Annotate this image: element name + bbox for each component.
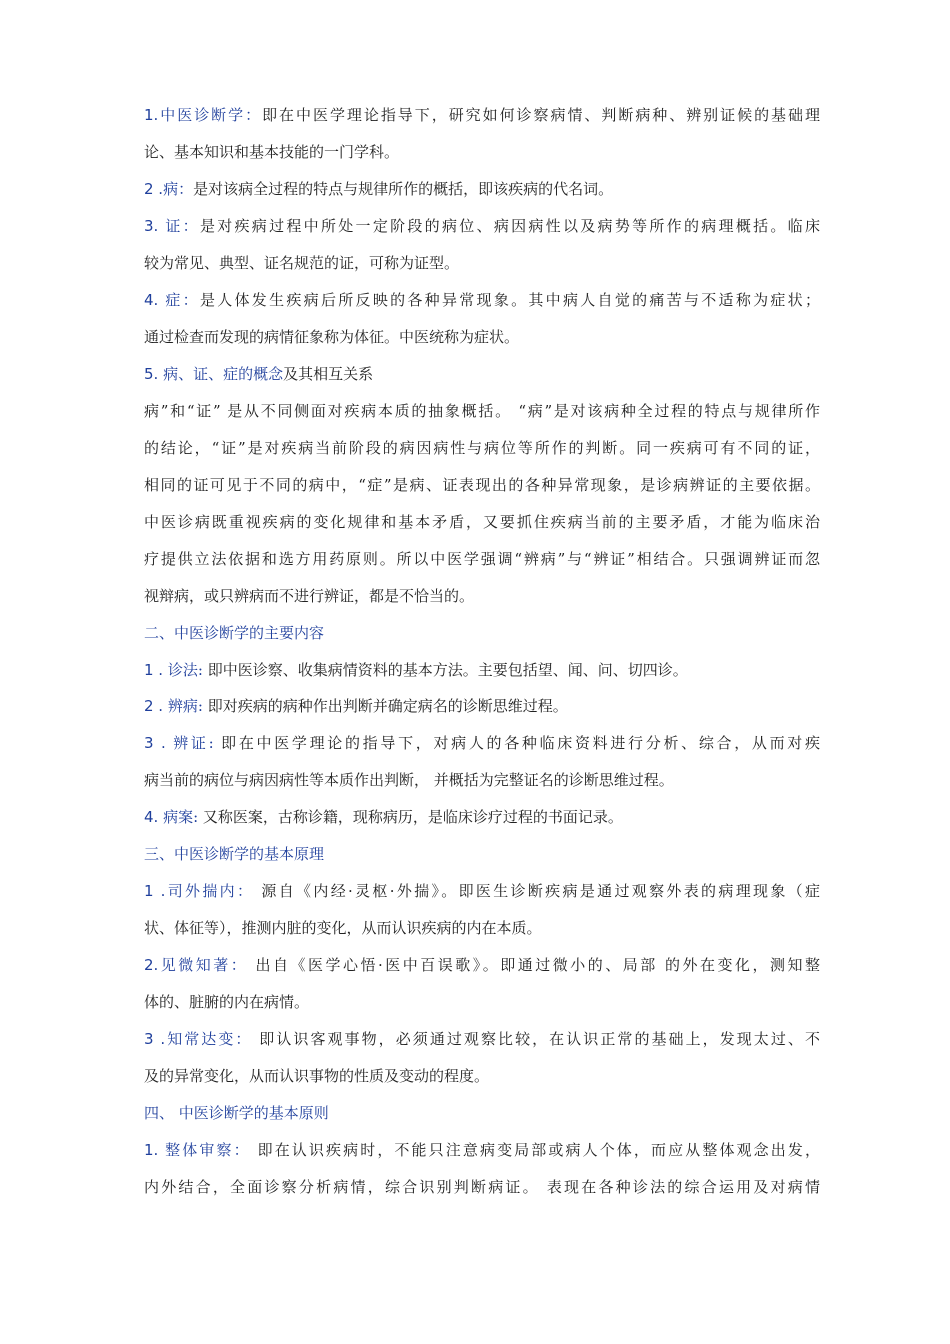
item-number: 4. (144, 291, 159, 309)
definition-line (144, 956, 820, 974)
definition-line (144, 771, 820, 789)
definition-line (144, 328, 820, 346)
item-number: 4. (144, 808, 159, 826)
term: 见微知著 (158, 956, 231, 974)
term-colon: ： (182, 217, 200, 235)
term-colon: ： (235, 1030, 253, 1048)
definition-line (144, 254, 820, 272)
paragraph-line: 疗提供立法依据和选方用药原则。所以中医学强调“辨病”与“辨证”相结合。只强调辨证而忽 (144, 550, 820, 568)
definition-line (144, 106, 820, 124)
item-number: 2 . (144, 180, 164, 198)
definition-text: 体的、脏腑的内在病情。 (144, 993, 310, 1011)
term-colon: ： (237, 882, 255, 900)
term: 知常达变 (165, 1030, 236, 1048)
definition-text: 病当前的病位与病因病性等本质作出判断， 并概括为完整证名的诊断思维过程。 (144, 771, 674, 789)
definition-text: 又称医案，古称诊籍，现称病历，是临床诊疗过程的书面记录。 (198, 808, 623, 826)
term: 诊法 (163, 661, 198, 679)
term: 司外揣内 (165, 882, 237, 900)
paragraph-line: 病”和“证” 是从不同侧面对疾病本质的抽象概括。 “病”是对该病种全过程的特点与规律所作 (144, 402, 820, 420)
term-colon: : (193, 808, 199, 826)
definition-line (144, 808, 820, 826)
item-number: 2. (144, 956, 159, 974)
heading-text-rest: 及其相互关系 (283, 365, 374, 383)
document-page (144, 106, 820, 1196)
term: 病案 (158, 808, 194, 826)
term: 辨证 (165, 734, 209, 752)
term-colon: ： (178, 180, 194, 198)
definition-line (144, 1178, 820, 1196)
definition-text: 通过检查而发现的病情征象称为体征。中医统称为症状。 (144, 328, 520, 346)
paragraph-line: 的结论，“证”是对疾病当前阶段的病因病性与病位等所作的判断。同一疾病可有不同的证， (144, 439, 820, 457)
chapter-heading: 三、中医诊断学的基本原理 (144, 845, 325, 863)
definition-line (144, 697, 820, 715)
definition-text: 源自《内经·灵枢·外揣》。即医生诊断疾病是通过观察外表的病理现象（症 (254, 882, 820, 900)
definition-line (144, 217, 820, 235)
item-number: 5. (144, 365, 159, 383)
definition-text: 即认识客观事物，必须通过观察比较，在认识正常的基础上，发现太过、不 (252, 1030, 820, 1048)
definition-text: 是对疾病过程中所处一定阶段的病位、病因病性以及病势等所作的病理概括。临床 (199, 217, 820, 235)
term: 整体审察 (158, 1141, 234, 1159)
item-number: 1 . (144, 882, 166, 900)
term: 证 (158, 217, 183, 235)
definition-line (144, 1141, 820, 1159)
definition-text: 状、体征等），推测内脏的变化，从而认识疾病的内在本质。 (144, 919, 542, 937)
definition-text: 即中医诊察、收集病情资料的基本方法。主要包括望、闻、问、切四诊。 (202, 661, 688, 679)
definition-line (144, 143, 820, 161)
item-number: 1. (144, 106, 159, 124)
term-colon: : (197, 697, 203, 715)
definition-text: 即在中医学理论指导下，研究如何诊察病情、判断病种、辨别证候的基础理 (262, 106, 820, 124)
definition-line (144, 993, 820, 1011)
definition-text: 即对疾病的病种作出判断并确定病名的诊断思维过程。 (202, 697, 568, 715)
definition-text: 出自《医学心悟·医中百误歌》。即通过微小的、局部 的外在变化，测知整 (248, 956, 820, 974)
definition-text: 内外结合，全面诊察分析病情，综合识别判断病证。 表现在各种诊法的综合运用及对病情 (144, 1178, 820, 1196)
item-number: 2 . (144, 697, 164, 715)
paragraph-line: 中医诊病既重视疾病的变化规律和基本矛盾，又要抓住疾病当前的主要矛盾，才能为临床治 (144, 513, 820, 531)
definition-text: 是人体发生疾病后所反映的各种异常现象。其中病人自觉的痛苦与不适称为症状； (199, 291, 820, 309)
definition-line (144, 919, 820, 937)
definition-text: 是对该病全过程的特点与规律所作的概括，即该疾病的代名词。 (193, 180, 614, 198)
definition-text: 即在中医学理论的指导下，对病人的各种临床资料进行分析、综合，从而对疾 (213, 734, 820, 752)
item-number: 1. (144, 1141, 159, 1159)
definition-text: 即在认识疾病时，不能只注意病变局部或病人个体，而应从整体观念出发， (250, 1141, 820, 1159)
term-colon: : (208, 734, 214, 752)
item-number: 3 . (144, 1030, 166, 1048)
term: 病 (163, 180, 179, 198)
definition-line (144, 882, 820, 900)
paragraph-line: 视辩病，或只辨病而不进行辨证，都是不恰当的。 (144, 587, 475, 605)
definition-line (144, 1067, 820, 1085)
definition-text: 较为常见、典型、证名规范的证，可称为证型。 (144, 254, 460, 272)
term-colon: : (197, 661, 203, 679)
definition-text: 论、基本知识和基本技能的一门学科。 (144, 143, 400, 161)
chapter-heading: 四、 中医诊断学的基本原则 (144, 1104, 329, 1122)
term-colon: ： (245, 106, 263, 124)
definition-line (144, 1030, 820, 1048)
chapter-heading: 二、中医诊断学的主要内容 (144, 624, 325, 642)
definition-line (144, 661, 820, 679)
term: 辨病 (163, 697, 198, 715)
term: 中医诊断学 (158, 106, 246, 124)
definition-line (144, 734, 820, 752)
term-colon: ： (233, 1141, 251, 1159)
term-colon: ： (182, 291, 200, 309)
definition-line (144, 180, 820, 198)
definition-text: 及的异常变化，从而认识事物的性质及变动的程度。 (144, 1067, 490, 1085)
definition-line (144, 291, 820, 309)
paragraph-line: 相同的证可见于不同的病中，“症”是病、证表现出的各种异常现象，是诊病辨证的主要依据。 (144, 476, 820, 494)
section-heading (144, 365, 820, 383)
heading-text: 病、证、症的概念 (158, 365, 284, 383)
item-number: 1 . (144, 661, 164, 679)
item-number: 3 . (144, 734, 166, 752)
term: 症 (158, 291, 183, 309)
item-number: 3. (144, 217, 159, 235)
term-colon: ： (230, 956, 249, 974)
